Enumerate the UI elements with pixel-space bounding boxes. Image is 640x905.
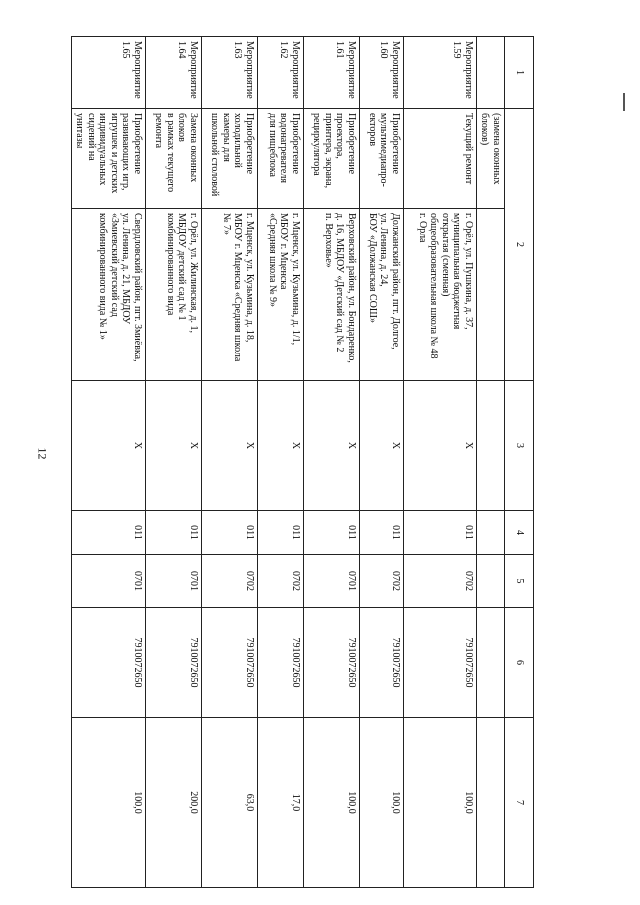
cell-address: г. Мценск, ул. Кузьмина, д. 1/1, МБОУ г. Мценска «Средняя школа № 9» — [258, 209, 304, 381]
cell-col7: 100,0 — [360, 718, 404, 888]
cell-measure: Мероприятие 1.59 — [404, 37, 477, 109]
cell-col6: 7910072650 — [146, 608, 202, 718]
cell-description: Приобретение мультимедиапро- екторов — [360, 109, 404, 209]
cell-col3: Х — [304, 381, 360, 511]
cell-col6: 7910072650 — [202, 608, 258, 718]
cell-col7: 17,0 — [258, 718, 304, 888]
cell-address: Верховский район, ул. Бондаренко, д. 16, МБДОУ «Детский сад № 2 п. Верховье» — [304, 209, 360, 381]
cell-col7: 63,0 — [202, 718, 258, 888]
cell-col4: 011 — [146, 511, 202, 555]
cell-col7: 100,0 — [404, 718, 477, 888]
cell-col3: Х — [202, 381, 258, 511]
cell-description: Приобретение холодильной камеры для школьной столовой — [202, 109, 258, 209]
cell-description: Приобретение проектора, принтера, экрана, рециркулятора — [304, 109, 360, 209]
cell-address: Свердловский район, пгт. Змиёвка, ул. Ленина, д. 21, МБДОУ «Змиевский детский сад комбинированного вида № 1» — [72, 209, 146, 381]
header-cell: 4 — [505, 511, 534, 555]
cell-col5: 0701 — [304, 555, 360, 608]
cell-address: Должанский район, пгт. Долгое, ул. Ленина, д. 24, БОУ «Должанская СОШ» — [360, 209, 404, 381]
cell-measure: Мероприятие 1.63 — [202, 37, 258, 109]
header-cell: 5 — [505, 555, 534, 608]
cell-address: г. Мценск, ул. Кузьмина, д. 18, МБОУ г. Мценска «Средняя школа № 7» — [202, 209, 258, 381]
header-cell: 1 — [505, 37, 534, 109]
header-cell: 2 — [505, 109, 534, 381]
cell-col7 — [477, 718, 505, 888]
cell-col4: 011 — [202, 511, 258, 555]
cell-col6: 7910072650 — [304, 608, 360, 718]
header-cell: 6 — [505, 608, 534, 718]
cell-col3: Х — [146, 381, 202, 511]
cell-measure: Мероприятие 1.60 — [360, 37, 404, 109]
cell-col7: 200,0 — [146, 718, 202, 888]
cell-col7: 100,0 — [304, 718, 360, 888]
header-cell: 3 — [505, 381, 534, 511]
cell-measure — [477, 37, 505, 109]
table-row — [202, 37, 258, 888]
cell-col3: Х — [258, 381, 304, 511]
cell-col5: 0702 — [202, 555, 258, 608]
cell-address: г. Орёл, ул. Пушкина, д. 37, муниципальная бюджетная открытая (сменная) общеобразовательная школа № 48 г. Орла — [404, 209, 477, 381]
cell-measure: Мероприятие 1.61 — [304, 37, 360, 109]
cell-col6: 7910072650 — [72, 608, 146, 718]
cell-col4: 011 — [258, 511, 304, 555]
cell-measure: Мероприятие 1.62 — [258, 37, 304, 109]
table-row — [360, 37, 404, 888]
cell-col5: 0702 — [360, 555, 404, 608]
cell-description: Приобретение водонагревателя для пищеблока — [258, 109, 304, 209]
cell-address: г. Орёл, ул. Жилинская, д. 1, МБДОУ детский сад № 1 комбинированного вида — [146, 209, 202, 381]
table-row — [304, 37, 360, 888]
cell-col3 — [477, 381, 505, 511]
cell-col5 — [477, 555, 505, 608]
table-row — [258, 37, 304, 888]
cell-col4 — [477, 511, 505, 555]
cell-description: Приобретение развивающих игр, игрушек и детских индивидуальных сидений на унитазы — [72, 109, 146, 209]
cell-col3: Х — [72, 381, 146, 511]
page-number: 12 — [35, 447, 50, 460]
cell-col4: 011 — [360, 511, 404, 555]
table-row — [146, 37, 202, 888]
measures-table — [71, 36, 534, 888]
header-cell: 7 — [505, 718, 534, 888]
cell-address — [477, 209, 505, 381]
cell-col3: Х — [360, 381, 404, 511]
cell-col4: 011 — [304, 511, 360, 555]
edge-mark — [623, 93, 625, 111]
cell-col6 — [477, 608, 505, 718]
cell-col4: 011 — [72, 511, 146, 555]
table-row — [72, 37, 146, 888]
cell-col4: 011 — [404, 511, 477, 555]
cell-col5: 0702 — [404, 555, 477, 608]
cell-description: Замена оконных блоков в рамках текущего ремонта — [146, 109, 202, 209]
cell-col5: 0701 — [146, 555, 202, 608]
cell-col5: 0701 — [72, 555, 146, 608]
cell-description: Текущий ремонт — [404, 109, 477, 209]
cell-col7: 100,0 — [72, 718, 146, 888]
header-row — [505, 37, 534, 888]
table-row — [404, 37, 477, 888]
cell-measure: Мероприятие 1.65 — [72, 37, 146, 109]
cell-col6: 7910072650 — [360, 608, 404, 718]
cell-description: (замена оконных блоков) — [477, 109, 505, 209]
table-row — [477, 37, 505, 888]
cell-col6: 7910072650 — [258, 608, 304, 718]
cell-col5: 0702 — [258, 555, 304, 608]
cell-measure: Мероприятие 1.64 — [146, 37, 202, 109]
cell-col6: 7910072650 — [404, 608, 477, 718]
rotated-table-wrapper — [74, 36, 534, 887]
cell-col3: Х — [404, 381, 477, 511]
